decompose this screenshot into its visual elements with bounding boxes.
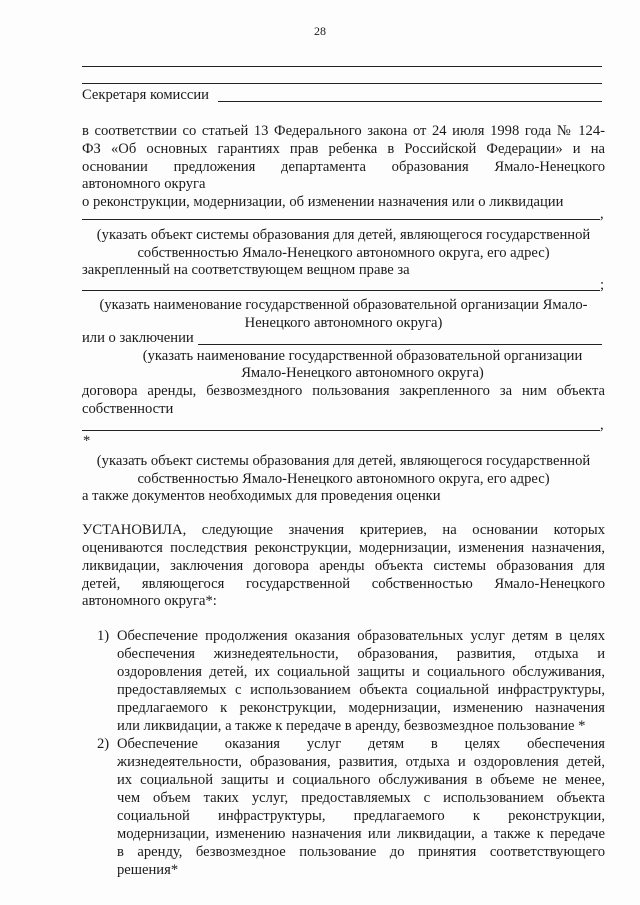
p1-line-3: основании предложения департамента образования Ямало-Ненецкого [82, 159, 605, 175]
asterisk-mark: * [83, 433, 91, 449]
comma-2: , [600, 417, 604, 433]
item-1-line-5: предлагаемого к реконструкции, модернизации, изменению назначения [117, 700, 605, 716]
item-1-line-2: обеспечения жизнедеятельности, образования, развития, отдыха и [117, 646, 605, 662]
hint-2-line-2: Ненецкого автономного округа) [244, 315, 443, 331]
blank-line-2 [82, 83, 602, 84]
established-line-4: детей, являющегося государственной собственностью Ямало-Ненецкого [82, 576, 605, 592]
documents-line: а также документов необходимых для проведения оценки [82, 488, 441, 504]
item-1-line-6: или ликвидации, а также к передаче в аренду, безвозмездное пользование * [117, 718, 586, 734]
hint-3-line-1: (указать наименование государственной образовательной организации [142, 348, 583, 364]
item-2-line-2: жизнедеятельности, образования, развития, отдыха и оздоровления детей, [117, 754, 605, 770]
hint-4-line-2: собственностью Ямало-Ненецкого автономного округа, его адрес) [137, 471, 550, 487]
hint-3-line-2: Ямало-Ненецкого автономного округа) [241, 365, 484, 381]
lease-line-1: договора аренды, безвозмездного пользования закрепленного за ним объекта [82, 383, 605, 399]
p1-line-5: о реконструкции, модернизации, об изменении назначения или о ликвидации [82, 194, 564, 210]
hint-2-line-1: (указать наименование государственной образовательной организации Ямало- [99, 297, 588, 313]
hint-1-line-2: собственностью Ямало-Ненецкого автономного округа, его адрес) [137, 245, 550, 261]
p1-line-2: ФЗ «Об основных гарантиях прав ребенка в Российской Федерации» и на [82, 141, 605, 157]
secretary-signature-line [218, 101, 602, 102]
item-1-line-3: оздоровления детей, их социальной защиты и социального обслуживания, [117, 664, 605, 680]
lease-line-2: собственности [82, 401, 174, 417]
blank-line-1 [82, 66, 602, 67]
item-1-number: 1) [97, 628, 110, 644]
item-2-line-8: решения* [117, 862, 179, 878]
item-2-line-3: их социальной защиты и социального обслуживания в объеме не менее, [117, 772, 605, 788]
item-1-line-1: Обеспечение продолжения оказания образовательных услуг детям в целях [117, 628, 605, 644]
object-blank-line-2 [82, 430, 600, 431]
established-line-2: оцениваются последствия реконструкции, модернизации, изменения назначения, [82, 540, 605, 556]
semicolon: ; [600, 277, 605, 293]
object-blank-line-1 [82, 219, 600, 220]
hint-1-line-1: (указать объект системы образования для детей, являющегося государственной [96, 227, 591, 243]
p1-line-1: в соответствии со статьей 13 Федерального закона от 24 июля 1998 года № 124- [82, 123, 605, 139]
conclusion-label: или о заключении [82, 330, 194, 346]
item-1-line-4: предоставляемых с использованием объекта социальной инфраструктуры, [117, 682, 605, 698]
item-2-line-6: модернизации, изменению назначения или ликвидации, а также к передаче [117, 826, 605, 842]
item-2-line-5: социальной инфраструктуры, предлагаемого к реконструкции, [117, 808, 605, 824]
established-line-5: автономного округа*: [82, 593, 217, 609]
established-line-3: ликвидации, заключения договора аренды объекта системы образования для [82, 558, 605, 574]
organization-blank-line [82, 290, 600, 291]
p1-line-4: автономного округа [82, 176, 206, 192]
item-2-number: 2) [97, 736, 110, 752]
secretary-label: Секретаря комиссии [82, 87, 209, 103]
item-2-line-4: чем объем таких услуг, предоставляемых с использованием объекта [117, 790, 605, 806]
item-2-line-7: в аренду, безвозмездное пользование до принятия соответствующего [117, 844, 605, 860]
comma-1: , [600, 206, 604, 222]
page-number: 28 [314, 24, 326, 38]
established-line-1: УСТАНОВИЛА, следующие значения критериев, на основании которых [82, 522, 605, 538]
fixed-label: закрепленный на соответствующем вещном праве за [82, 262, 410, 278]
hint-4-line-1: (указать объект системы образования для детей, являющегося государственной [96, 453, 591, 469]
item-2-line-1: Обеспечение оказания услуг детям в целях обеспечения [117, 736, 605, 752]
conclusion-blank-line [198, 344, 602, 345]
